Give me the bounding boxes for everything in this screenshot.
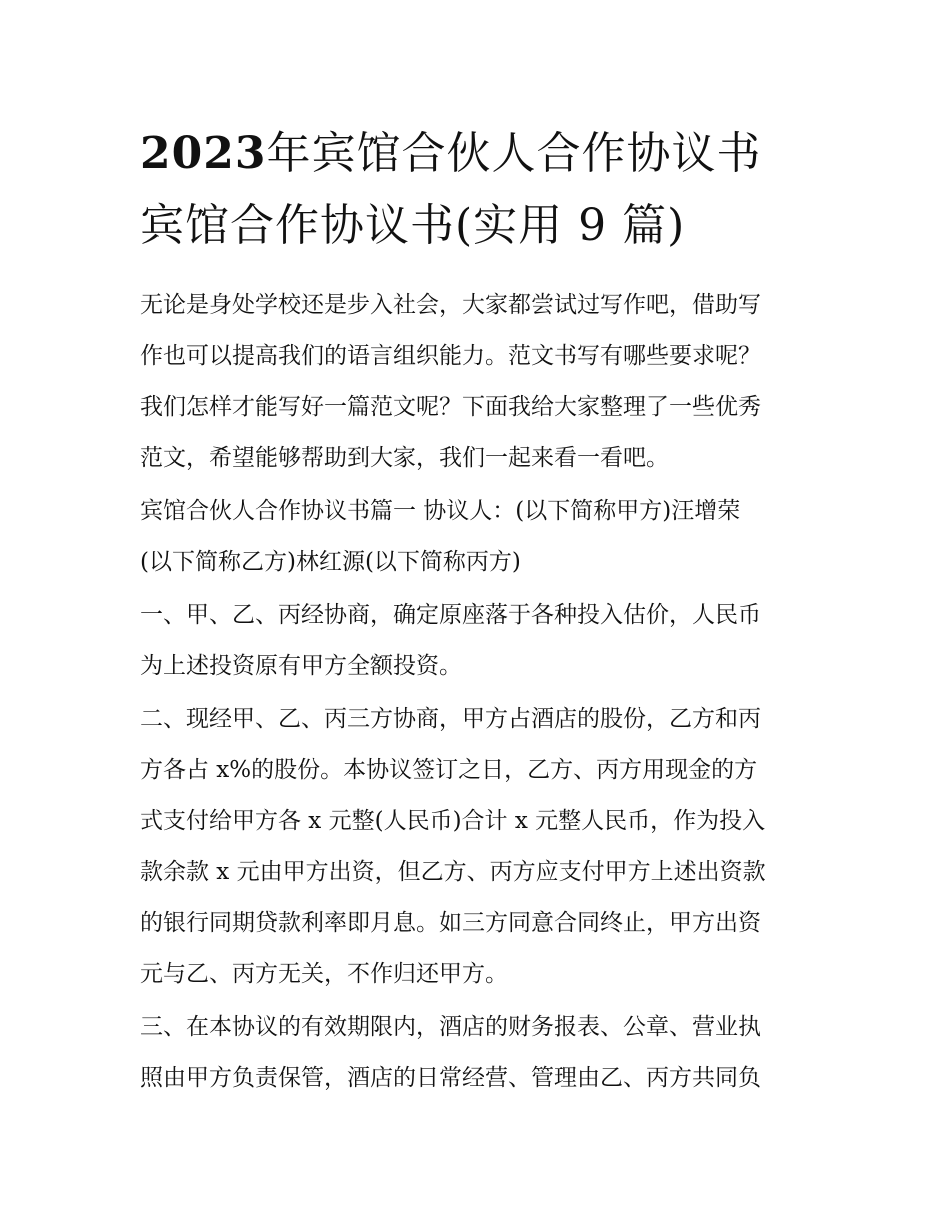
paragraph-line: 我们怎样才能写好一篇范文呢？下面我给大家整理了一些优秀 (140, 394, 761, 420)
document-title (140, 118, 830, 262)
clause-1-paragraph (140, 590, 820, 692)
paragraph-line: 款余款 x 元由甲方出资，但乙方、丙方应支付甲方上述出资款 (140, 859, 766, 885)
paragraph-line: 范文，希望能够帮助到大家，我们一起来看一看吧。 (140, 445, 669, 471)
document-body (140, 280, 820, 1106)
clause-2-paragraph (140, 694, 820, 1000)
paragraph-line: 无论是身处学校还是步入社会，大家都尝试过写作吧，借助写 (140, 292, 761, 318)
title-line-1 (140, 118, 830, 190)
clause-3-paragraph (140, 1002, 820, 1104)
paragraph-line: 照由甲方负责保管，酒店的日常经营、管理由乙、丙方共同负 (140, 1065, 761, 1091)
title-line-1-text: 年宾馆合伙人合作协议书 (266, 128, 762, 179)
paragraph-line: 二、现经甲、乙、丙三方协商，甲方占酒店的股份，乙方和丙 (140, 706, 761, 732)
paragraph-line: 的银行同期贷款利率即月息。如三方同意合同终止，甲方出资 (140, 910, 761, 936)
title-year: 2023 (140, 128, 267, 179)
paragraph-line: 元与乙、丙方无关，不作归还甲方。 (140, 961, 508, 987)
paragraph-line: 式支付给甲方各 x 元整(人民币)合计 x 元整人民币，作为投入 (140, 808, 766, 834)
paragraph-line: 一、甲、乙、丙经协商，确定原座落于各种投入估价，人民币 (140, 602, 761, 628)
intro-paragraph (140, 280, 820, 484)
paragraph-line: 为上述投资原有甲方全额投资。 (140, 653, 462, 679)
paragraph-line: 作也可以提高我们的语言组织能力。范文书写有哪些要求呢？ (140, 343, 761, 369)
paragraph-line: 宾馆合伙人合作协议书篇一 协议人：(以下简称甲方)汪增荣 (140, 498, 741, 524)
paragraph-line: (以下简称乙方)林红源(以下简称丙方) (140, 549, 521, 575)
paragraph-line: 方各占 x%的股份。本协议签订之日，乙方、丙方用现金的方 (140, 757, 758, 783)
title-line-2: 宾馆合作协议书(实用 9 篇) (140, 200, 686, 251)
paragraph-line: 三、在本协议的有效期限内，酒店的财务报表、公章、营业执 (140, 1014, 761, 1040)
agreement-parties-paragraph (140, 486, 820, 588)
